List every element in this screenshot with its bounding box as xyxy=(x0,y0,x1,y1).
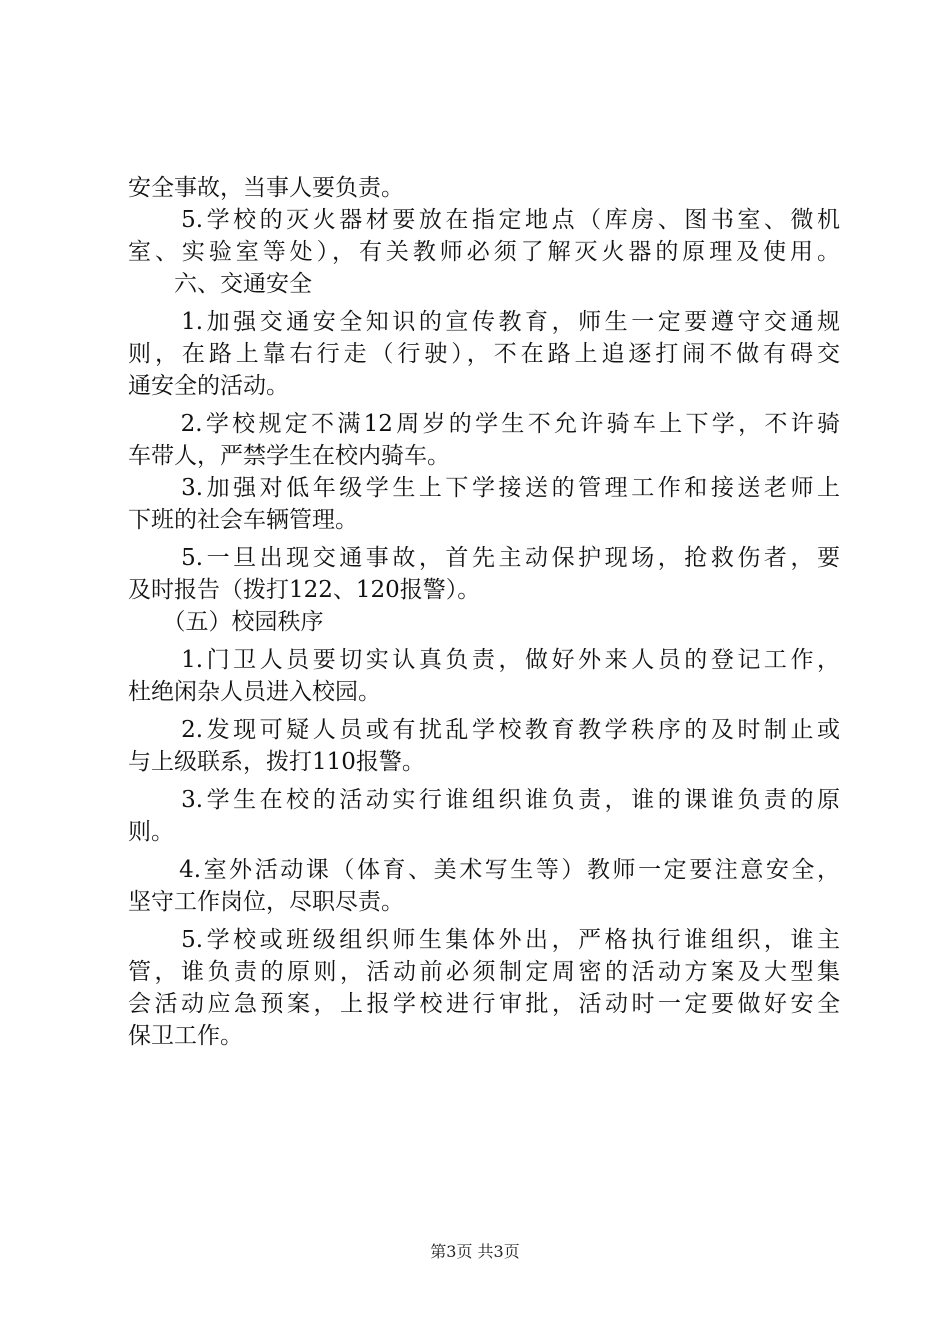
text-line: 5.一旦出现交通事故，首先主动保护现场，抢救伤者，要 xyxy=(128,545,840,571)
text-line: 室、实验室等处），有关教师必须了解灭火器的原理及使用。 xyxy=(128,239,840,265)
text-line: 下班的社会车辆管理。 xyxy=(128,507,358,533)
text-line: 则。 xyxy=(128,819,174,845)
text-line: 管，谁负责的原则，活动前必须制定周密的活动方案及大型集 xyxy=(128,959,840,985)
text-line: 保卫工作。 xyxy=(128,1023,243,1049)
text-line: 则，在路上靠右行走（行驶），不在路上追逐打闹不做有碍交 xyxy=(128,341,840,367)
text-line: 车带人，严禁学生在校内骑车。 xyxy=(128,443,450,469)
text-line: 2.发现可疑人员或有扰乱学校教育教学秩序的及时制止或 xyxy=(128,717,840,743)
text-line: 3.学生在校的活动实行谁组织谁负责，谁的课谁负责的原 xyxy=(128,787,840,813)
text-line: 4.室外活动课（体育、美术写生等）教师一定要注意安全， xyxy=(128,857,840,883)
text-line: 杜绝闲杂人员进入校园。 xyxy=(128,679,381,705)
text-line: 3.加强对低年级学生上下学接送的管理工作和接送老师上 xyxy=(128,475,840,501)
text-line: 与上级联系，拨打110报警。 xyxy=(128,749,425,775)
text-line: 坚守工作岗位，尽职尽责。 xyxy=(128,889,404,915)
text-line: 5.学校或班级组织师生集体外出，严格执行谁组织，谁主 xyxy=(128,927,840,953)
text-line: 5.学校的灭火器材要放在指定地点（库房、图书室、微机 xyxy=(128,207,840,233)
page-number: 第3页 共3页 xyxy=(430,1242,520,1261)
document-body xyxy=(128,172,840,1052)
section-heading: 六、交通安全 xyxy=(128,271,312,297)
text-line: 2.学校规定不满12周岁的学生不允许骑车上下学，不许骑 xyxy=(128,411,840,437)
text-line: 通安全的活动。 xyxy=(128,373,289,399)
page-footer xyxy=(0,1240,950,1264)
text-line: 1.加强交通安全知识的宣传教育，师生一定要遵守交通规 xyxy=(128,309,840,335)
section-heading: （五）校园秩序 xyxy=(128,609,324,635)
text-line: 会活动应急预案，上报学校进行审批，活动时一定要做好安全 xyxy=(128,991,840,1017)
text-line: 及时报告（拨打122、120报警）。 xyxy=(128,577,481,603)
text-line: 1.门卫人员要切实认真负责，做好外来人员的登记工作， xyxy=(128,647,840,673)
text-line: 安全事故，当事人要负责。 xyxy=(128,175,404,201)
